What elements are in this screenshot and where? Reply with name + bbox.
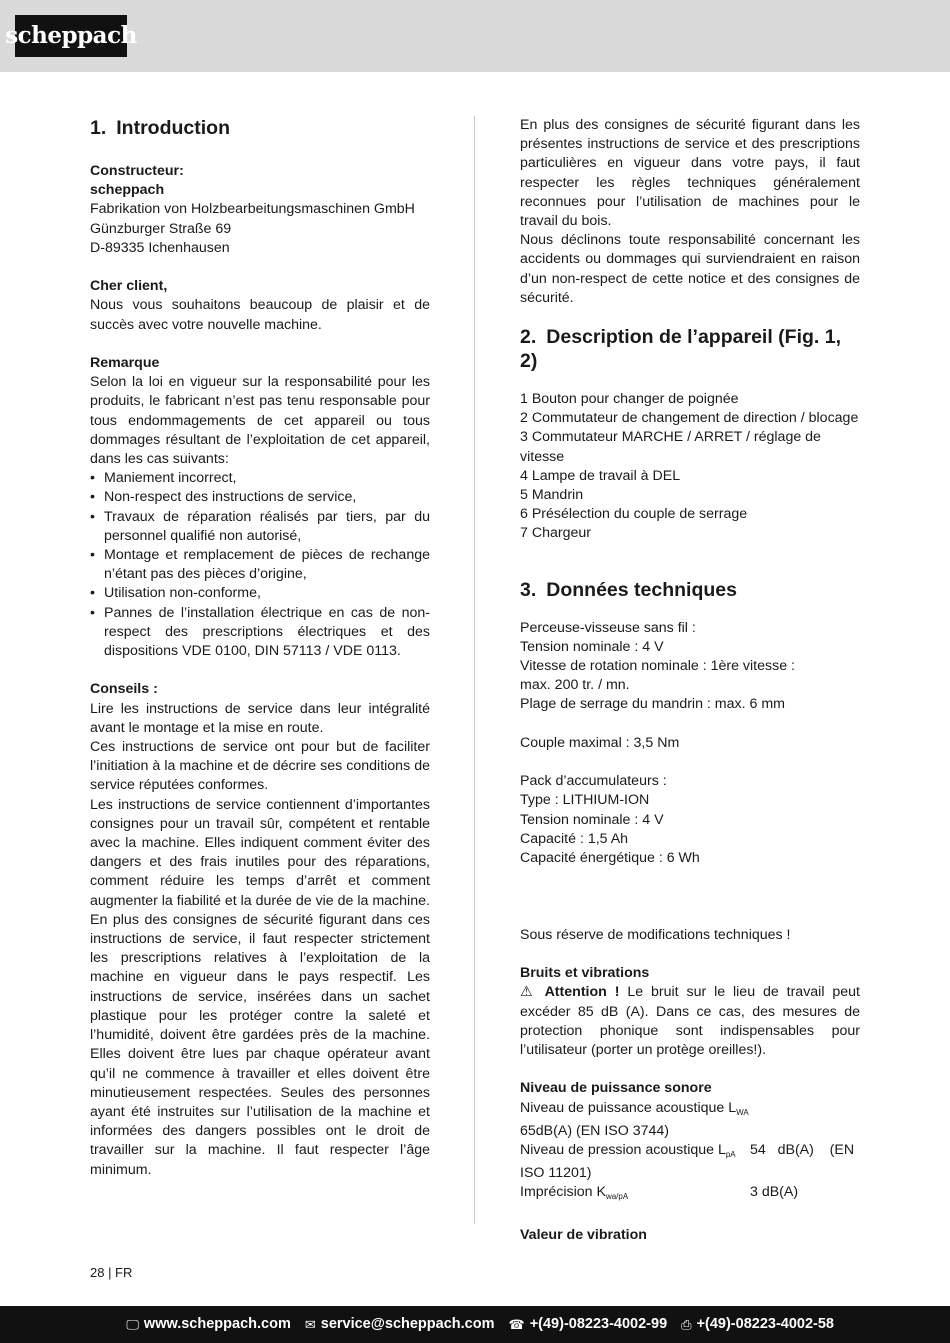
tech-line: Capacité énergétique : 6 Wh [520, 850, 700, 867]
constructor-name: scheppach [90, 182, 165, 199]
tips-label: Conseils : [90, 681, 158, 698]
lwa-value: 65dB(A) (EN ISO 3744) [520, 1122, 670, 1139]
address-line: D-89335 Ichenhausen [90, 239, 230, 256]
fax-icon: ⎙ [681, 1316, 692, 1332]
list-item: • Pannes de l’installation électrique en cas de non-respect des prescriptions électriques et des dispositions VDE 0100, DIN 57113 / VDE 0113. [90, 604, 430, 662]
client-label: Cher client, [90, 278, 168, 295]
tech-line: Type : LITHIUM-ION [520, 792, 650, 809]
noise-label: Bruits et vibrations [520, 965, 650, 982]
footer-fax[interactable]: ⎙ +(49)-08223-4002-58 [681, 1315, 834, 1334]
part-item: 6 Présélection du couple de serrage [520, 506, 748, 523]
list-item: • Travaux de réparation réalisés par tiers, par du personnel qualifié non autorisé, [90, 508, 430, 546]
list-item: • Montage et remplacement de pièces de rechange n’étant pas des pièces d’origine, [90, 546, 430, 584]
constructor-label: Constructeur: [90, 163, 184, 179]
section-title-description: 2. Description de l’appareil (Fig. 1, 2) [520, 326, 841, 373]
left-column [90, 116, 430, 1180]
warning-icon: ⚠ [520, 984, 537, 1001]
part-item: 2 Commutateur de changement de direction / blocage [520, 410, 859, 427]
section-title-technical-data: 3. Données techniques [520, 578, 737, 601]
column-divider [474, 116, 475, 1224]
list-item: • Non-respect des instructions de service, [90, 488, 430, 507]
power-label: Niveau de puissance sonore [520, 1080, 712, 1097]
lpa-line: Niveau de pression acoustique $L_{pA}$ 54 dB(A) (EN [520, 1142, 855, 1160]
attention-paragraph: ⚠ Attention ! Le bruit sur le lieu de travail peut excéder 85 dB (A). Dans ce cas, des mesures de protection phonique sont indispensables pour l’utilisateur (porter un protège oreilles!). [520, 984, 860, 1059]
part-item: 3 Commutateur MARCHE / ARRET / réglage de vitesse [520, 429, 821, 465]
section-title-introduction: 1. Introduction [90, 117, 230, 139]
tech-line: Tension nominale : 4 V [520, 638, 664, 655]
tech-line: Perceuse-visseuse sans fil : [520, 619, 696, 636]
part-item: 7 Chargeur [520, 525, 591, 542]
tech-line: Plage de serrage du mandrin : max. 6 mm [520, 696, 785, 713]
vibration-label: Valeur de vibration [520, 1226, 647, 1243]
tips-paragraph: En plus des consignes de sécurité figurant dans ces instructions de service, il faut respecter strictement les prescriptions relatives à l’exploitation de la machine en vigueur dans le pays respectif. Les instructions de service, insérées dans un sachet plastique pour les protéger contre la saleté et l’humidité, doivent être gardées près de la machine. Elles doivent être lues par chaque opérateur avant qu’il ne commence à travailler et elles doivent être minutieusement respectées. Seules des personnes ayant été instruites sur l’utilisation de la machine et informées des dangers possibles ont le droit de travailler sur la machine. Il faut respecter l’âge minimum. [90, 911, 430, 1178]
tech-line: Vitesse de rotation nominale : 1ère vitesse : [520, 658, 795, 675]
part-item: 4 Lampe de travail à DEL [520, 467, 681, 484]
tips-paragraph: Lire les instructions de service dans leur intégralité avant le montage et la mise en route. [90, 700, 430, 736]
footer-email[interactable]: ✉ service@scheppach.com [305, 1315, 495, 1334]
lpa-norm: ISO 11201) [520, 1165, 592, 1182]
reserve-note: Sous réserve de modifications techniques ! [520, 926, 791, 943]
telephone-icon: ☎ [508, 1316, 525, 1332]
tech-line: Tension nominale : 4 V [520, 811, 664, 828]
list-item: • Maniement incorrect, [90, 469, 430, 488]
page-footer [0, 1306, 950, 1343]
address-line: Fabrikation von Holzbearbeitungsmaschinen GmbH [90, 201, 415, 218]
computer-icon: 🖵 [126, 1316, 139, 1332]
envelope-icon: ✉ [304, 1316, 316, 1332]
lpa-value: 54 [750, 1142, 766, 1159]
list-item: • Utilisation non-conforme, [90, 584, 430, 603]
liability-paragraph: Nous déclinons toute responsabilité concernant les accidents ou dommages qui surviendraient en raison d’un non-respect de cette notice et des consignes de sécurité. [520, 232, 860, 306]
tips-paragraph: Ces instructions de service ont pour but de faciliter l’initiation à la machine et de décrire ses conditions de service réputées conformes. [90, 739, 430, 794]
brand-logo: scheppach [15, 15, 127, 57]
remark-label: Remarque [90, 355, 160, 371]
tips-paragraph: Les instructions de service contiennent d’importantes consignes pour un travail sûr, compétent et rentable avec la machine. Elles indiquent comment éviter des dangers et des frais inutiles pour des réparations, comment réduire les temps d’arrêt et comment augmenter la fiabilité et la durée de vie de la machine. [90, 796, 430, 909]
client-text: Nous vous souhaitons beaucoup de plaisir et de succès avec votre nouvelle machine. [90, 297, 430, 333]
part-item: 1 Bouton pour changer de poignée [520, 391, 739, 408]
attention-label: Attention ! [544, 984, 620, 1001]
footer-phone[interactable]: ☎ +(49)-08223-4002-99 [508, 1315, 667, 1334]
k-line: Imprécision $K_{wa/pA}$ 3 dB(A) [520, 1184, 799, 1202]
tech-line: Couple maximal : 3,5 Nm [520, 734, 680, 751]
part-item: 5 Mandrin [520, 487, 584, 504]
footer-web[interactable]: 🖵 www.scheppach.com [126, 1315, 290, 1334]
tech-line: Capacité : 1,5 Ah [520, 830, 629, 847]
page-header [0, 0, 950, 72]
right-column [520, 116, 860, 1245]
tech-line: max. 200 tr. / mn. [520, 677, 630, 694]
safety-paragraph: En plus des consignes de sécurité figurant dans les présentes instructions de service et des prescriptions particulières en vigueur dans votre pays, il faut respecter les règles techniques généralement reconnues pour l’utilisation de machines pour le travail du bois. [520, 117, 860, 230]
remark-text: Selon la loi en vigueur sur la responsabilité pour les produits, le fabricant n’est pas tenu responsable pour tous endommagements de cet appareil ou tous dommages résultant de l’exploitation de cet appareil, dans les cas suivants: [90, 374, 430, 468]
address-line: Günzburger Straße 69 [90, 220, 232, 237]
liability-list [90, 469, 430, 661]
lwa-line: Niveau de puissance acoustique $L_{WA}$ [520, 1099, 749, 1117]
tech-line: Pack d’accumulateurs : [520, 773, 667, 790]
k-value: 3 dB(A) [750, 1184, 799, 1201]
page-number: 28 | FR [90, 1265, 133, 1280]
